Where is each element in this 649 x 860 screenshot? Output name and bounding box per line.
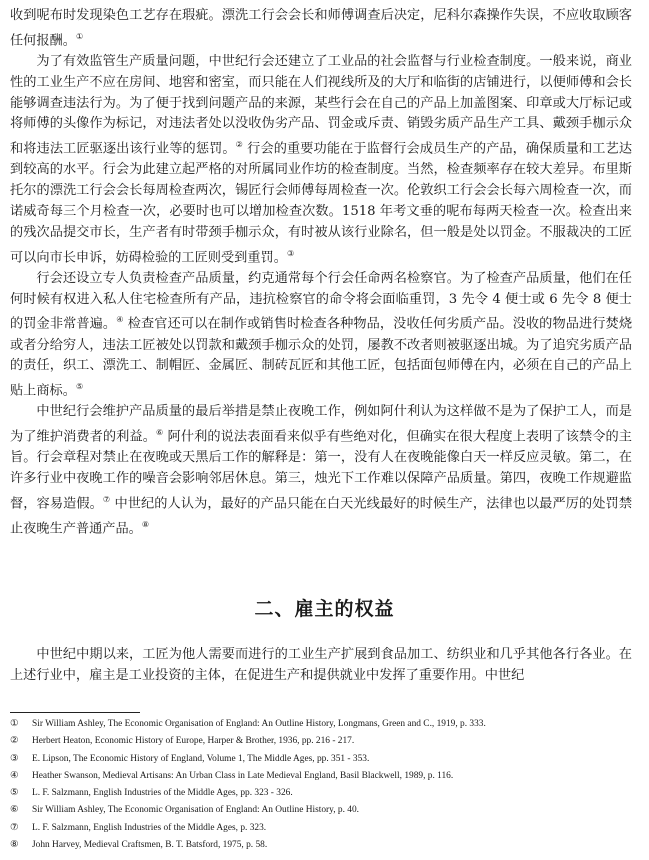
footnote-mark: ⑦ [10, 822, 19, 833]
footnote-ref-1: ① [75, 31, 84, 41]
footnote-text: L. F. Salzmann, English Industries of the Middle Ages, pp. 323 - 326. [32, 788, 293, 799]
footnote-text: Sir William Ashley, The Economic Organisation of England: An Outline History, Longmans, Green and C., 1919, p. 333. [32, 719, 486, 729]
footnote-ref-2: ② [235, 140, 243, 150]
paragraph-4 [10, 402, 632, 540]
footnote-mark: ⑥ [10, 805, 19, 816]
paragraph-1-text: 收到呢布时发现染色工艺存在瑕疵。漂洗工行会会长和师傅调查后决定，尼科尔森操作失误，不应收取顾客任何报酬。 [10, 8, 632, 49]
footnote-3 [10, 751, 640, 768]
footnote-6 [10, 802, 640, 819]
footnote-ref-7: ⑦ [102, 494, 111, 504]
paragraph-4-text-end: 中世纪的人认为，最好的产品只能在白天光线最好的时候生产，法律也以最严厉的处罚禁止夜晚生产普通产品。 [10, 496, 633, 537]
footnotes [10, 716, 640, 854]
paragraph-2 [10, 52, 632, 269]
footnote-8 [10, 837, 640, 854]
paragraph-3-text-continued: 检查官还可以在制作或销售时检查各种物品，没收任何劣质产品。没收的物品进行焚烧或者分给穷人，违法工匠被处以罚款和戴颈手枷示众的处罚，屡教不改者则被驱逐出城。为了追究劣质产品的责任，织工、漂洗工、制帽匠、金属匠、制砖瓦匠和其他工匠，包括面包师傅在内，必须在自己的产品上贴上商标。 [10, 316, 633, 399]
footnote-mark: ② [10, 736, 19, 747]
footnote-mark: ④ [10, 770, 19, 781]
paragraph-2-text-continued: 行会的重要功能在于监督行会成员生产的产品，确保质量和工艺达到较高的水平。行会为此建立起严格的对所属同业作坊的检查制度。当然，检查频率存在较大差异。布里斯托尔的漂洗工行会会长每周检查两次，锡匠行会师傅每周检查一次。伦敦织工行会会长每六周检查一次，而诺威奇每三个月检查一次，必要时也可以增加检查次数。1518 年考文垂的呢布每两天检查一次。检查出来的残次品提交市长，生产者有时带颈手枷示众，有时被从该行业除名，但一般是处以罚金。不服裁决的工匠可以向市长申诉，妨碍检验的工匠则受到重罚。 [10, 141, 633, 265]
paragraph-1 [10, 6, 632, 52]
paragraph-3-text: 行会还设立专人负责检查产品质量，约克通常每个行会任命两名检察官。为了检查产品质量，他们在任何时候有权进入私人住宅检查所有产品，违抗检察官的命令将会面临重罚，3 先令 4 便士或 6 先令 8 便士的罚金非常普遍。 [10, 270, 632, 332]
footnote-text: Heather Swanson, Medieval Artisans: An Urban Class in Late Medieval England, Basil Blackwell, 1989, p. 116. [32, 770, 454, 781]
footnote-7 [10, 820, 640, 837]
paragraph-4-text-continued: 阿什利的说法表面看来似乎有些绝对化，但确实在很大程度上表明了该禁令的主旨。行会章程对禁止在夜晚或天黑后工作的解释是：第一，没有人在夜晚能像白天一样反应灵敏。第二，在许多行业中夜晚工作的噪音会影响邻居休息。第三，烛光下工作难以保障产品质量。第四，夜晚工作规避监督，容易造假。 [10, 429, 632, 512]
footnote-text: E. Lipson, The Economic History of England, Volume 1, The Middle Ages, pp. 351 - 353. [32, 753, 370, 764]
main-body-text [10, 6, 632, 540]
footnote-5 [10, 785, 640, 802]
footnote-text: L. F. Salzmann, English Industries of the Middle Ages, p. 323. [32, 822, 267, 833]
section-heading: 二、雇主的权益 [254, 598, 395, 620]
footnote-ref-8: ⑧ [141, 520, 150, 530]
footnote-separator [10, 712, 140, 713]
paragraph-4-text: 中世纪行会维护产品质量的最后举措是禁止夜晚工作，例如阿什利认为这样做不是为了保护工人，而是为了维护消费者的利益。 [10, 404, 632, 445]
paragraph-2-text: 为了有效监管生产质量问题，中世纪行会还建立了工业品的社会监督与行业检查制度。一般来说，商业性的工业生产不应在房间、地窖和密室，而只能在人们视线所及的大厅和临街的店铺进行，以便师傅和会长能够调查违法行为。为了便于找到问题产品的来源，某些行会在自己的产品上加盖图案、印章或大厅标记或将师傅的头像作为标记，对违法者处以没收伪劣产品、罚金或斥责、销毁劣质产品生产工具、戴颈手枷示众和将违法工匠驱逐出该行业等的惩罚。 [10, 53, 632, 157]
footnote-ref-4: ④ [116, 315, 124, 325]
footnote-mark: ① [10, 719, 19, 729]
footnote-mark: ⑤ [10, 788, 19, 799]
footnote-text: Sir William Ashley, The Economic Organisation of England: An Outline History, p. 40. [32, 805, 360, 816]
paragraph-3 [10, 269, 632, 403]
section-paragraph: 中世纪中期以来，工匠为他人需要而进行的工业生产扩展到食品加工、纺织业和几乎其他各行各业。在上述行业中，雇主是工业投资的主体，在促进生产和提供就业中发挥了重要作用。中世纪 [10, 647, 632, 683]
footnote-mark: ⑧ [10, 840, 19, 851]
footnote-mark: ③ [10, 753, 19, 764]
section-body-text [10, 645, 632, 687]
footnote-ref-3: ③ [286, 248, 295, 258]
footnote-4 [10, 768, 640, 785]
footnote-2 [10, 733, 640, 750]
footnote-text: Herbert Heaton, Economic History of Europe, Harper & Brother, 1936, pp. 216 - 217. [32, 736, 355, 747]
footnote-ref-5: ⑤ [75, 382, 84, 392]
footnote-text: John Harvey, Medieval Craftsmen, B. T. Batsford, 1975, p. 58. [32, 840, 268, 851]
footnote-ref-6: ⑥ [156, 428, 164, 438]
footnote-1 [10, 716, 640, 733]
